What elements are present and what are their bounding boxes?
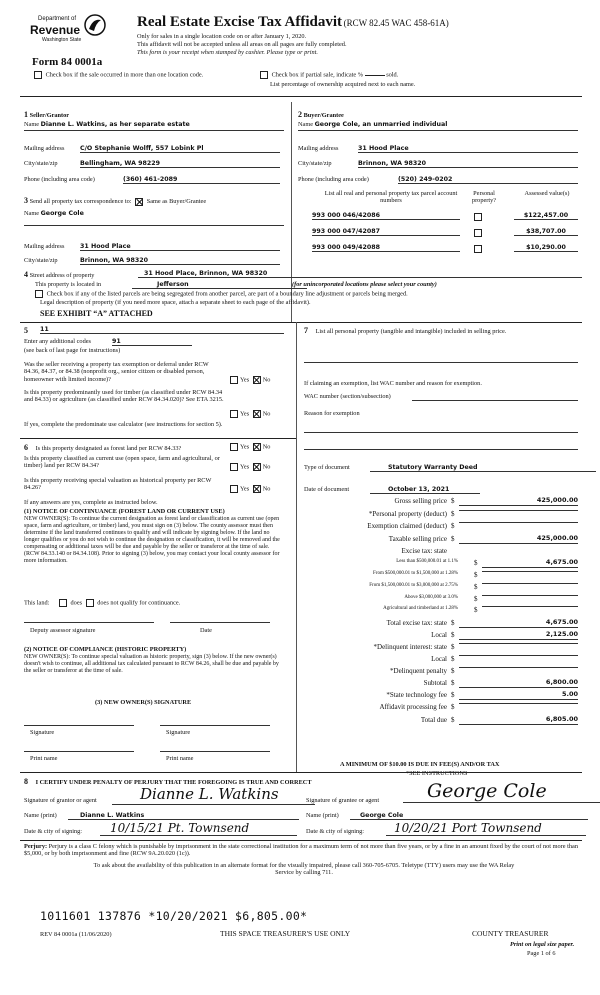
correspondence-name-label: Name (24, 210, 40, 217)
seller-mailing-label: Mailing address (24, 145, 65, 152)
owner-signature-line-2[interactable] (160, 725, 270, 726)
tax-dollar-sign: $ (451, 716, 455, 724)
segregated-checkbox[interactable] (35, 290, 43, 298)
tax-value-tier3[interactable] (482, 583, 578, 584)
segregated-row (33, 290, 408, 298)
tax-label-local: Local (431, 631, 447, 639)
tax-label-total-state: Total excise tax: state (386, 619, 447, 627)
personal-property-checkbox[interactable] (474, 213, 482, 221)
section8-divider (20, 840, 582, 841)
does-label: does (70, 599, 83, 607)
q1-yes-label: Yes (240, 376, 250, 384)
tax-dollar-sign: $ (451, 667, 455, 675)
buyer-num: 2 (298, 110, 302, 119)
tax-label-tier1: Less than $500,000.01 at 1.1% (396, 559, 458, 564)
q2-yes-label: Yes (240, 410, 250, 418)
s6q2-yes-checkbox[interactable] (230, 463, 238, 471)
assessed-value[interactable]: $10,290.00 (514, 244, 578, 252)
doc-type-label: Type of document (304, 464, 350, 471)
section5-q3: If yes, complete the predominate use calculator (see instructions for section 5). (24, 421, 223, 428)
s6q3-no-label: No (262, 485, 271, 493)
grantee-signature[interactable]: George Cole (403, 780, 600, 803)
this-land-label: This land: (24, 599, 50, 607)
personal-property-line1[interactable] (304, 362, 578, 363)
parcel-number[interactable]: 993 000 049/42088 (312, 244, 460, 252)
grantee-sig-label: Signature of grantee or agent (306, 797, 380, 804)
buyer-city-value[interactable]: Brinnon, WA 98320 (358, 160, 578, 168)
correspondence-num: 3 (24, 196, 28, 205)
rev-number: REV 84 0001a (11/06/2020) (40, 931, 112, 938)
partial-sale-check (258, 71, 398, 79)
assessed-value[interactable]: $38,707.00 (514, 228, 578, 236)
grantor-name-label: Name (print) (24, 812, 57, 819)
section5-q1: Was the seller receiving a property tax exemption or deferral under RCW 84.36, 84.37, or 84.38 (nonprofit org., senior citizen or disabled person, homeowner with limited income)? (24, 361, 209, 383)
header-divider (20, 96, 582, 97)
does-not-qualify-checkbox[interactable] (86, 599, 94, 607)
q1-no-label: No (262, 376, 271, 384)
partial-sale-pct[interactable] (365, 75, 385, 76)
tax-value-local[interactable]: 2,125.00 (459, 631, 578, 640)
parcel-number[interactable]: 993 000 047/42087 (312, 228, 460, 236)
tax-label-personal: *Personal property (deduct) (368, 510, 447, 518)
buyer-heading (298, 110, 344, 119)
tax-value-total-due[interactable]: 6,805.00 (459, 716, 578, 725)
tax-value-subtotal[interactable]: 6,800.00 (459, 679, 578, 688)
tax-dollar-sign: $ (451, 497, 455, 505)
wac-value[interactable] (412, 400, 578, 401)
partial-sale-sold: sold. (386, 71, 399, 79)
q2-yes-checkbox[interactable] (230, 410, 238, 418)
parcel-row (312, 212, 580, 222)
additional-codes-value[interactable]: 91 (112, 338, 192, 346)
dor-logo-emblem-icon (84, 14, 106, 36)
owner-print-label: Print name (30, 755, 58, 762)
section5-q2: Is this property predominantly used for timber (as classified under RCW 84.34 and 84.33) or agriculture (as classified under RCW 84.34.020)? See ETA 3215. (24, 389, 224, 404)
same-as-buyer-label: Same as Buyer/Grantee (146, 198, 207, 205)
tax-value-delinq-local[interactable] (459, 655, 578, 656)
exemption-label: If claiming an exemption, list WAC number and reason for exemption. (304, 380, 482, 387)
s6q1-no-checkbox[interactable] (253, 443, 261, 451)
section6-q1: Is this property designated as forest land per RCW 84.33? (35, 445, 182, 452)
owner-signature-label-2: Signature (166, 729, 191, 736)
seller-city-value[interactable]: Bellingham, WA 98229 (80, 160, 280, 168)
personal-property-checkbox[interactable] (474, 245, 482, 253)
section5-divider (20, 438, 296, 439)
buyer-name-row (298, 121, 447, 128)
owner-signature-line[interactable] (24, 725, 134, 726)
section6-q3-answer (228, 485, 270, 493)
tax-value-tier5[interactable] (482, 606, 578, 607)
this-land-row (24, 599, 180, 607)
tax-dollar-sign: $ (451, 510, 455, 518)
section6-q2: Is this property classified as current use (open space, farm and agricultural, or timber) land per RCW 84.34? (24, 455, 220, 470)
reason-line2[interactable] (304, 449, 578, 450)
see-instructions-note: *SEE INSTRUCTIONS (406, 770, 468, 777)
correspondence-mailing-value[interactable]: 31 Hood Place (80, 243, 280, 251)
owner-print-line-2[interactable] (160, 751, 270, 752)
agency-line3: Washington State (42, 37, 82, 43)
s6q3-no-checkbox[interactable] (253, 485, 261, 493)
tax-value-tech-fee[interactable]: 5.00 (459, 691, 578, 700)
section4-divider (20, 322, 582, 323)
parcel-number[interactable]: 993 000 046/42086 (312, 212, 460, 220)
tax-label-subtotal: Subtotal (423, 679, 447, 687)
buyer-name-value[interactable]: George Cole, an unmarried individual (314, 121, 448, 128)
segregated-label: Check box if any of the listed parcels are being segregated from another parcel, are part of a boundary line adjustment or parcels being merged. (46, 290, 408, 298)
s6q2-no-label: No (262, 463, 271, 471)
section5-row (24, 326, 28, 335)
owner-signature-label: Signature (30, 729, 55, 736)
q2-no-label: No (262, 410, 271, 418)
doc-date-label: Date of document (304, 486, 350, 493)
correspondence-name-row (24, 210, 84, 217)
multi-location-checkbox[interactable] (34, 71, 42, 79)
tax-label-tier2: From $500,000.01 to $1,500,000 at 1.28% (373, 571, 458, 576)
section7-num: 7 (304, 326, 308, 335)
q2-no-checkbox[interactable] (253, 410, 261, 418)
tax-value-tier4[interactable] (482, 595, 578, 596)
grantee-date-label: Date & city of signing: (306, 828, 365, 835)
tax-dollar-sign: $ (451, 691, 455, 699)
tax-value-taxable[interactable]: 425,000.00 (459, 535, 578, 544)
seller-name-line (24, 130, 284, 131)
notice1-title: (1) NOTICE OF CONTINUANCE (FOREST LAND OR CURRENT USE) (24, 508, 225, 515)
tax-dollar-sign: $ (451, 619, 455, 627)
q1-yes-checkbox[interactable] (230, 376, 238, 384)
parcel-row (312, 244, 580, 254)
seller-name-label: Name (24, 121, 40, 128)
correspondence-label: Send all property tax correspondence to: (29, 198, 132, 205)
tax-dollar-sign: $ (474, 595, 478, 603)
grantor-date-city[interactable]: 10/15/21 Pt. Townsend (100, 821, 297, 836)
form-number: Form 84 0001a (32, 56, 103, 68)
perjury-text: Perjury is a class C felony which is punishable by imprisonment in the state correctional institution for a maximum term of not more than five years, or by a fine in an amount fixed by the court of not more than $5,000, or by both imprisonment and fine (RCW 9A.20.020 (1c)). (24, 843, 578, 858)
correspondence-name-value[interactable]: George Cole (40, 210, 84, 217)
grantor-signature[interactable]: Dianne L. Watkins (112, 786, 315, 805)
minimum-fee-note: A MINIMUM OF $10.00 IS DUE IN FEE(S) AND/OR TAX (340, 761, 500, 768)
additional-codes-label: Enter any additional codes (24, 338, 91, 345)
certify-text: I CERTIFY UNDER PENALTY OF PERJURY THAT THE FOREGOING IS TRUE AND CORRECT (35, 779, 312, 786)
tax-dollar-sign: $ (474, 583, 478, 591)
page-number: Page 1 of 6 (527, 950, 556, 957)
section6-q1-answer (228, 443, 270, 451)
tax-label-delinq-local: Local (431, 655, 447, 663)
buyer-name-label: Name (298, 121, 314, 128)
form-rcw: (RCW 82.45 WAC 458-61A) (343, 18, 449, 28)
availability-notice: To ask about the availability of this publication in an alternate format for the visually impaired, please call 360-705-6705. Teletype (TTY) users may use the WA Relay Service by calling 711. (93, 862, 515, 877)
does-not-label: does not qualify for continuance. (97, 599, 181, 607)
s6q2-yes-label: Yes (240, 463, 250, 471)
list-percentage-note: List percentage of ownership acquired next to each name. (270, 81, 416, 88)
section7-text: List all personal property (tangible and intangible) included in selling price. (315, 328, 507, 335)
partial-sale-label: Check box if partial sale, indicate % (271, 71, 364, 79)
section7-divider (20, 772, 582, 773)
buyer-city-label: City/state/zip (298, 160, 332, 167)
parcel-col-header: List all real and personal property tax parcel account numbers (324, 190, 458, 205)
assessed-col-header: Assessed value(s) (524, 190, 570, 197)
reason-label: Reason for exemption (304, 410, 360, 417)
buyer-phone-value[interactable]: (520) 249-0202 (398, 176, 578, 184)
header-line2: This affidavit will not be accepted unless all areas on all pages are fully completed. (137, 41, 347, 48)
tax-label-gross: Gross selling price (394, 497, 447, 505)
tax-dollar-sign: $ (451, 643, 455, 651)
seller-num: 1 (24, 110, 28, 119)
notice1-body: NEW OWNER(S): To continue the current designation as forest land or classification as current use (open space, farm and agriculture, or timber) land, you must sign on (3) below. The county assessor must then determine if the land transferred continues to qualify and will indicate by signing below. If the land no longer qualifies or you do not wish to continue the designation or classification, it will be removed and the compensating or additional taxes will be due and payable by the seller or transferor at the time of sale. (RCW 84.33.140 or 84.34.108). Prior to signing (3) below, you may contact your local county assessor for more information. (24, 516, 280, 565)
assessed-value[interactable]: $122,457.00 (514, 212, 578, 220)
tax-dollar-sign: $ (451, 522, 455, 530)
exhibit-note[interactable]: SEE EXHIBIT “A” ATTACHED (40, 309, 153, 318)
multi-location-label: Check box if the sale occurred in more than one location code. (45, 71, 204, 79)
form-title: Real Estate Excise Tax Affidavit (137, 14, 342, 30)
middle-column-divider (296, 322, 297, 772)
deputy-signature-label: Deputy assessor signature (30, 627, 96, 634)
property-num: 4 (24, 270, 28, 279)
legal-description-label: Legal description of property (if you need more space, attach a separate sheet to each page of the affidavit). (40, 299, 311, 306)
tax-label-tier5: Agricultural and timberland at 1.28% (383, 606, 458, 611)
tax-dollar-sign: $ (451, 535, 455, 543)
form-title-row (137, 14, 449, 32)
buyer-phone-label: Phone (including area code) (298, 176, 369, 183)
agency-line2: Revenue (30, 23, 81, 37)
q1-no-checkbox[interactable] (253, 376, 261, 384)
tax-label-affidavit-fee: Affidavit processing fee (379, 703, 447, 711)
grantor-date-label: Date & city of signing: (24, 828, 83, 835)
legal-paper-note: Print on legal size paper. (510, 941, 575, 948)
correspondence-blank-line1 (24, 225, 284, 226)
deputy-date-line[interactable] (170, 622, 270, 623)
notice2-body: NEW OWNER(S): To continue special valuation as historic property, sign (3) below. If the new owner(s) doesn't wish to continue, all additional tax calculated pursuant to RCW 84.26, shall be due and payable by the seller or transferor at the time of sale. (24, 654, 279, 675)
tax-dollar-sign: $ (451, 655, 455, 663)
notice3-title: (3) NEW OWNER(S) SIGNATURE (95, 699, 192, 706)
header-line1: Only for sales in a single location code on or after January 1, 2020. (137, 33, 307, 40)
tax-value-personal[interactable] (459, 510, 578, 511)
tax-value-delinq-penalty[interactable] (459, 667, 578, 668)
grantee-name-label: Name (print) (306, 812, 339, 819)
perjury-notice (24, 843, 578, 858)
street-value[interactable]: 31 Hood Place, Brinnon, WA 98320 (138, 270, 582, 278)
seller-heading (24, 110, 69, 119)
buyer-name-line (298, 130, 578, 131)
county-treasurer: COUNTY TREASURER (472, 929, 549, 938)
s6q3-yes-checkbox[interactable] (230, 485, 238, 493)
treasurer-use: THIS SPACE TREASURER'S USE ONLY (220, 929, 351, 938)
seller-phone-label: Phone (including area code) (24, 176, 95, 183)
tax-value-tier1[interactable]: 4,675.00 (482, 559, 578, 568)
seller-name-value[interactable]: Dianne L. Watkins, as her separate estate (40, 121, 190, 128)
perjury-label: Perjury: (24, 843, 48, 850)
tax-label-tech-fee: *State technology fee (386, 691, 447, 699)
correspondence-mailing-label: Mailing address (24, 243, 65, 250)
tax-dollar-sign: $ (474, 606, 478, 614)
notice2-title: (2) NOTICE OF COMPLIANCE (HISTORIC PROPERTY) (24, 646, 187, 653)
s6q1-no-label: No (262, 443, 271, 451)
tax-value-affidavit-fee[interactable] (459, 703, 578, 704)
tax-value-gross[interactable]: 425,000.00 (459, 497, 578, 506)
buyer-mailing-label: Mailing address (298, 145, 339, 152)
tax-label-tier3: From $1,500,000.01 to $3,000,000 at 2.75% (369, 583, 458, 588)
street-label: Street address of property (29, 272, 95, 279)
reason-line1[interactable] (304, 432, 578, 433)
seller-heading-label: Seller/Grantor (29, 112, 70, 119)
wac-label: WAC number (section/subsection) (304, 393, 391, 400)
tax-value-delinq-state[interactable] (459, 643, 578, 644)
deputy-date-label: Date (200, 627, 212, 634)
section6-num: 6 (24, 443, 28, 452)
tax-label-taxable: Taxable selling price (388, 535, 447, 543)
unincorporated-note: (for unincorporated locations please select your county) (292, 281, 437, 288)
personal-col-header: Personal property? (471, 190, 497, 205)
section6-q3: Is this property receiving special valuation as historical property per RCW 84.26? (24, 477, 212, 492)
street-row (24, 270, 94, 279)
buyer-heading-label: Buyer/Grantee (303, 112, 344, 119)
doc-date-value[interactable]: October 13, 2021 (370, 486, 480, 494)
section5-q1-answer (228, 376, 270, 384)
located-label: This property is located in (35, 281, 102, 288)
tax-dollar-sign: $ (451, 679, 455, 687)
section6-q2-answer (228, 463, 270, 471)
section6-if-any: If any answers are yes, complete as instructed below. (24, 499, 158, 506)
section5-num: 5 (24, 326, 28, 335)
parcel-row (312, 228, 580, 238)
tax-label-delinq-state: *Delinquent interest: state (373, 643, 447, 651)
tax-label-exemption: Exemption claimed (deduct) (367, 522, 447, 530)
tax-label-tier4: Above $3,000,000 at 3.0% (404, 595, 458, 600)
deputy-signature-line[interactable] (24, 622, 154, 623)
tax-label-total-due: Total due (420, 716, 447, 724)
tax-value-exemption[interactable] (459, 522, 578, 523)
section5-q2-answer (228, 410, 270, 418)
same-as-buyer-checkbox[interactable] (135, 198, 143, 206)
correspondence-city-value[interactable]: Brinnon, WA 98320 (80, 257, 280, 265)
tax-value-total-state[interactable]: 4,675.00 (459, 619, 578, 628)
correspondence-row (24, 196, 206, 206)
header-line3: This form is your receipt when stamped by cashier. Please type or print. (137, 49, 318, 56)
tax-label-excise: Excise tax: state (401, 547, 447, 555)
multi-location-check (32, 71, 203, 79)
s6q1-yes-label: Yes (240, 443, 250, 451)
seller-name-row (24, 121, 190, 128)
buyer-mailing-value[interactable]: 31 Hood Place (358, 145, 578, 153)
grantee-date-city[interactable]: 10/20/21 Port Townsend (386, 821, 586, 836)
tax-dollar-sign: $ (474, 571, 478, 579)
section6-q1-row (24, 443, 181, 452)
grantee-name-value[interactable]: George Cole (350, 812, 588, 820)
section8-num: 8 (24, 777, 28, 786)
does-qualify-checkbox[interactable] (59, 599, 67, 607)
county-value[interactable]: Jefferson (132, 281, 307, 289)
s6q2-no-checkbox[interactable] (253, 463, 261, 471)
tax-value-tier2[interactable] (482, 571, 578, 572)
section7-row (304, 326, 574, 335)
treasurer-stamp: 1011601 137876 *10/20/2021 $6,805.00* (40, 909, 308, 923)
agency-line1: Department of (38, 16, 77, 22)
seller-city-label: City/state/zip (24, 160, 58, 167)
partial-sale-checkbox[interactable] (260, 71, 268, 79)
s6q1-yes-checkbox[interactable] (230, 443, 238, 451)
personal-property-checkbox[interactable] (474, 229, 482, 237)
tax-dollar-sign: $ (451, 703, 455, 711)
doc-type-value[interactable]: Statutory Warranty Deed (370, 464, 596, 472)
grantor-sig-label: Signature of grantor or agent (24, 797, 97, 804)
owner-print-label-2: Print name (166, 755, 194, 762)
section5-code[interactable]: 11 (40, 326, 284, 334)
seller-mailing-value[interactable]: C/O Stephanie Wolff, 557 Lobink Pl (80, 145, 280, 153)
s6q3-yes-label: Yes (240, 485, 250, 493)
dor-logo (28, 14, 106, 54)
correspondence-city-label: City/state/zip (24, 257, 58, 264)
tax-label-delinq-penalty: *Delinquent penalty (390, 667, 447, 675)
grantor-name-value[interactable]: Dianne L. Watkins (68, 812, 299, 820)
seller-phone-value[interactable]: (360) 461-2089 (123, 176, 280, 184)
tax-dollar-sign: $ (451, 631, 455, 639)
tax-dollar-sign: $ (474, 559, 478, 567)
see-back-note: (see back of last page for instructions) (24, 347, 121, 354)
owner-print-line[interactable] (24, 751, 134, 752)
